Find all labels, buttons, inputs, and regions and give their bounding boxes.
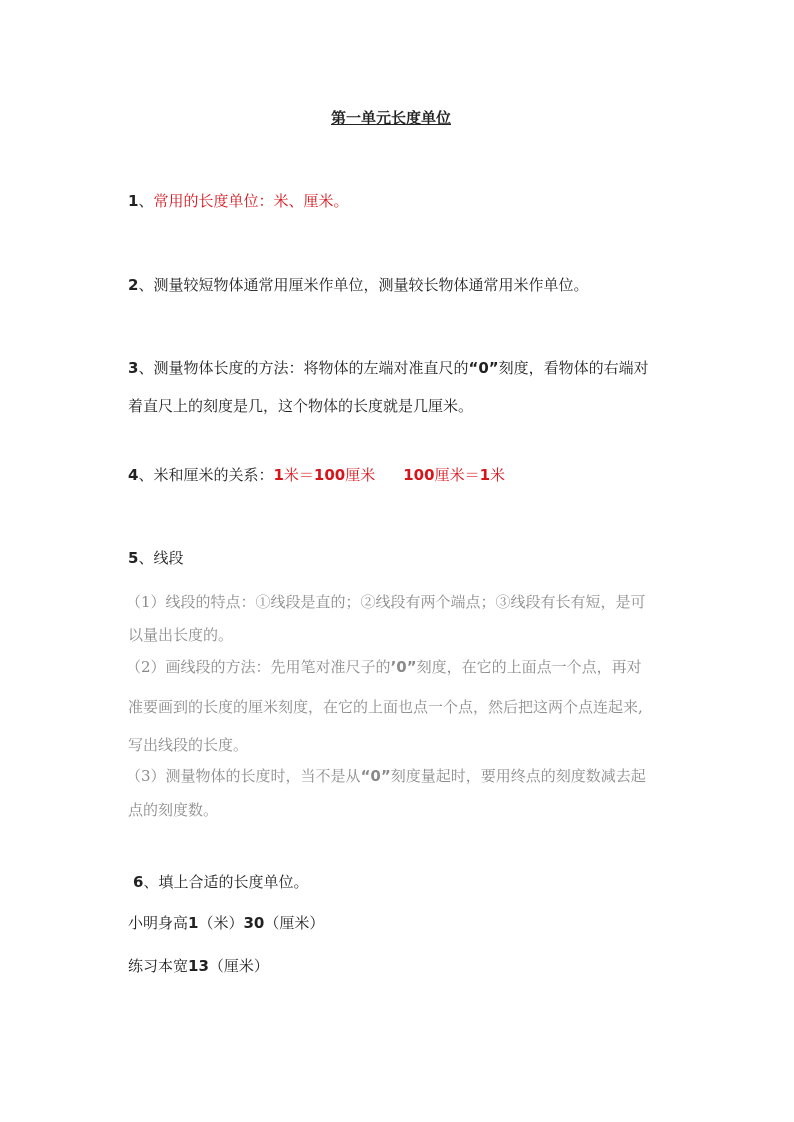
item-1-separator: 、 — [138, 192, 154, 210]
item-1-text: 常用的长度单位：米、厘米。 — [153, 192, 349, 210]
point-2-text-a: 画线段的方法：先用笔对准尺子的 — [165, 658, 391, 676]
item-6-number: 6 — [133, 873, 144, 891]
exercise-1-unit-a: （米） — [198, 914, 244, 932]
exercise-2-unit: （厘米） — [208, 957, 269, 975]
point-2-text-b: 刻度，在它的上面点一个点，再对 — [416, 658, 642, 676]
point-1-text-line-1: 线段的特点：①线段是直的；②线段有两个端点；③线段有长有短，是可 — [165, 593, 646, 611]
point-2-number: （2） — [126, 658, 166, 676]
item-3-separator: 、 — [138, 359, 154, 377]
item-4-separator: 、 — [138, 466, 154, 484]
relation-2-value-b: 1 — [479, 466, 491, 484]
item-3-text-b: 刻度，看物体的右端对 — [498, 359, 649, 377]
item-5-point-3-line-2 — [128, 800, 218, 820]
relation-1-unit-a: 米＝ — [283, 466, 314, 484]
point-3-text-b: 刻度量起时，要用终点的刻度数减去起 — [390, 767, 646, 785]
point-3-text-a: 测量物体的长度时，当不是从 — [165, 767, 361, 785]
point-2-quote-zero: ’0” — [390, 658, 417, 676]
item-5-number: 5 — [128, 549, 139, 567]
item-5-point-2-line-2 — [128, 697, 643, 717]
item-5-point-1-line-1 — [126, 592, 646, 612]
exercise-2-value: 13 — [188, 957, 209, 975]
item-4 — [128, 465, 505, 485]
point-1-text-line-2: 以量出长度的。 — [128, 626, 234, 644]
item-5-point-3-line-1 — [126, 766, 646, 786]
item-1-number: 1 — [128, 192, 139, 210]
exercise-1-value-a: 1 — [188, 914, 199, 932]
exercise-1-text-a: 小明身高 — [128, 914, 189, 932]
exercise-1-value-b: 30 — [243, 914, 265, 932]
relation-2-unit-a: 厘米＝ — [434, 466, 480, 484]
item-5-heading — [128, 548, 183, 568]
item-1 — [128, 191, 348, 211]
point-2-text-line-2: 准要画到的长度的厘米刻度，在它的上面也点一个点，然后把这两个点连起来, — [128, 698, 643, 716]
exercise-2-text-a: 练习本宽 — [128, 957, 189, 975]
item-5-point-1-line-2 — [128, 625, 233, 645]
item-4-label: 米和厘米的关系： — [153, 466, 274, 484]
item-5-separator: 、 — [138, 549, 154, 567]
relation-1-unit-b: 厘米 — [345, 466, 376, 484]
item-5-point-2-line-1 — [126, 657, 642, 677]
relation-1-value-a: 1 — [273, 466, 284, 484]
item-3-line-1 — [128, 358, 649, 378]
point-1-number: （1） — [126, 593, 166, 611]
item-3-text-line-2: 着直尺上的刻度是几，这个物体的长度就是几厘米。 — [128, 397, 474, 415]
point-3-quote-zero: “0” — [360, 767, 391, 785]
page-title — [0, 107, 794, 128]
item-3-line-2 — [128, 396, 473, 416]
relation-2-value-a: 100 — [403, 466, 435, 484]
item-2-separator: 、 — [138, 276, 154, 294]
item-2-number: 2 — [128, 276, 139, 294]
page-title-text: 第一单元长度单位 — [330, 109, 451, 127]
exercise-2 — [128, 956, 269, 976]
exercise-1-unit-b: （厘米） — [264, 914, 325, 932]
item-4-number: 4 — [128, 466, 139, 484]
item-2-text: 测量较短物体通常用厘米作单位，测量较长物体通常用米作单位。 — [153, 276, 589, 294]
item-3-quote-zero: “0” — [468, 359, 499, 377]
relation-1-value-b: 100 — [313, 466, 346, 484]
item-6-heading-text: 填上合适的长度单位。 — [158, 873, 309, 891]
point-3-text-line-2: 点的刻度数。 — [128, 801, 219, 819]
point-3-number: （3） — [126, 767, 166, 785]
item-3-text-a: 测量物体长度的方法：将物体的左端对准直尺的 — [153, 359, 469, 377]
item-6-separator: 、 — [143, 873, 159, 891]
item-2 — [128, 275, 588, 295]
item-6-heading — [133, 872, 308, 892]
point-2-text-line-3: 写出线段的长度。 — [128, 736, 249, 754]
item-5-point-2-line-3 — [128, 735, 248, 755]
exercise-1 — [128, 913, 324, 933]
item-3-number: 3 — [128, 359, 139, 377]
relation-2-unit-b: 米 — [490, 466, 506, 484]
item-5-heading-text: 线段 — [153, 549, 184, 567]
